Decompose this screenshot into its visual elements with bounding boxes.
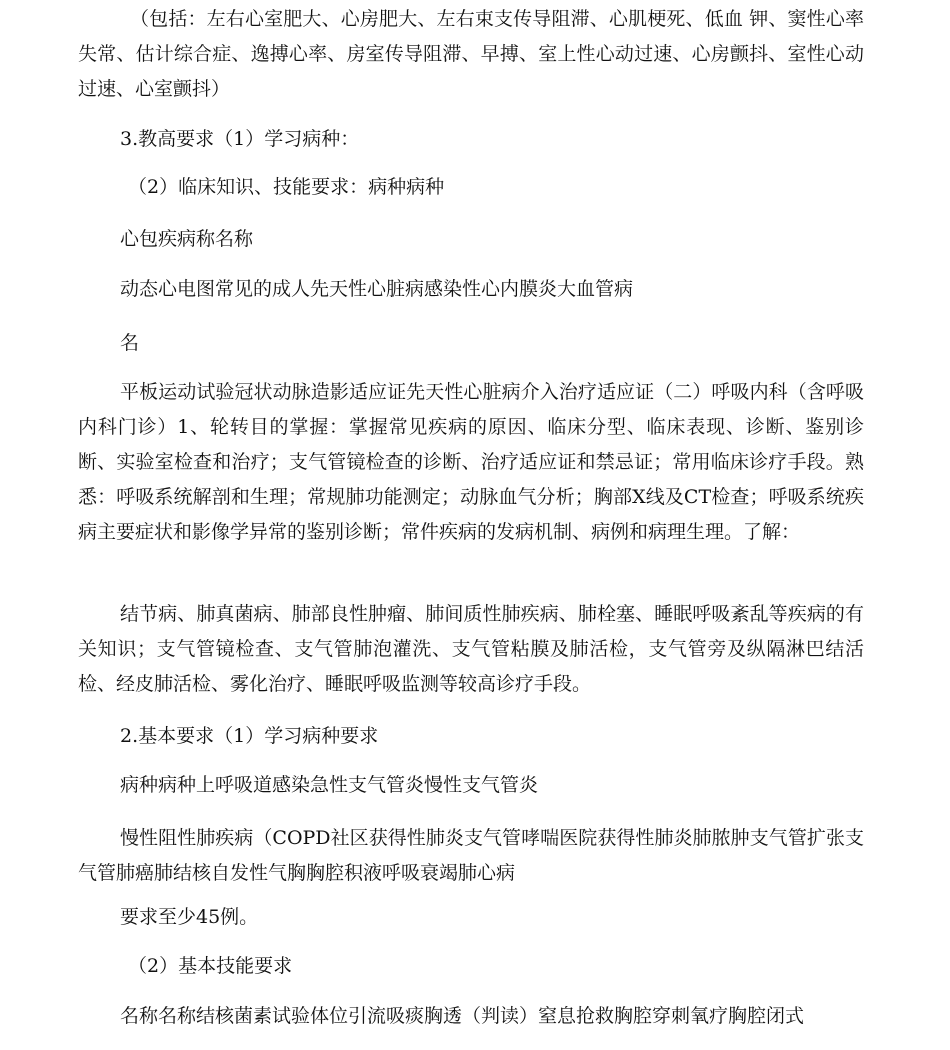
paragraph-skills-list: 名称名称结核菌素试验体位引流吸痰胸透（判读）窒息抢救胸腔穿刺氧疗胸腔闭式 [120, 1005, 805, 1027]
paragraph-advanced-requirements: 3.教高要求（1）学习病种： [120, 128, 360, 150]
paragraph-name: 名 [120, 332, 140, 354]
paragraph-ecg-conditions: （包括：左右心室肥大、心房肥大、左右束支传导阻滞、心肌梗死、低血 钾、窦性心率失常、估计综合症、逸搏心率、房室传导阻滞、早搏、室上性心动过速、心房颤抖、室性心动过速、心室颤抖） [78, 8, 864, 100]
paragraph-disease-list-1: 病种病种上呼吸道感染急性支气管炎慢性支气管炎 [120, 774, 539, 796]
paragraph-disease-list-2: 慢性阻性肺疾病（COPD社区获得性肺炎支气管哮喘医院获得性肺炎肺脓肿支气管扩张支气管肺癌肺结核自发性气胸胸腔积液呼吸衰竭肺心病 [78, 827, 864, 884]
paragraph-pericardial-disease: 心包疾病称名称 [120, 228, 254, 250]
paragraph-holter-ecg: 动态心电图常见的成人先天性心脏病感染性心内膜炎大血管病 [120, 278, 634, 300]
paragraph-clinical-knowledge: （2）临床知识、技能要求：病种病种 [128, 176, 445, 198]
paragraph-respiratory-objectives: 平板运动试验冠状动脉造影适应证先天性心脏病介入治疗适应证（二）呼吸内科（含呼吸内科门诊）1、轮转目的掌握：掌握常见疾病的原因、临床分型、临床表现、诊断、鉴别诊断、实验室检查和治疗；支气管镜检查的诊断、治疗适应证和禁忌证；常用临床诊疗手段。熟悉：呼吸系统解剖和生理；常规肺功能测定；动脉血气分析；胸部X线及CT检查；呼吸系统疾病主要症状和影像学异常的鉴别诊断；常件疾病的发病机制、病例和病理生理。了解： [78, 381, 864, 543]
paragraph-basic-skills: （2）基本技能要求 [128, 955, 293, 977]
paragraph-case-count: 要求至少45例。 [120, 906, 259, 928]
paragraph-respiratory-understanding: 结节病、肺真菌病、肺部良性肿瘤、肺间质性肺疾病、肺栓塞、睡眠呼吸紊乱等疾病的有关知识；支气管镜检查、支气管肺泡灌洗、支气管粘膜及肺活检，支气管旁及纵隔淋巴结活检、经皮肺活检、雾化治疗、睡眠呼吸监测等较高诊疗手段。 [78, 603, 864, 695]
paragraph-basic-requirements: 2.基本要求（1）学习病种要求 [120, 725, 379, 747]
